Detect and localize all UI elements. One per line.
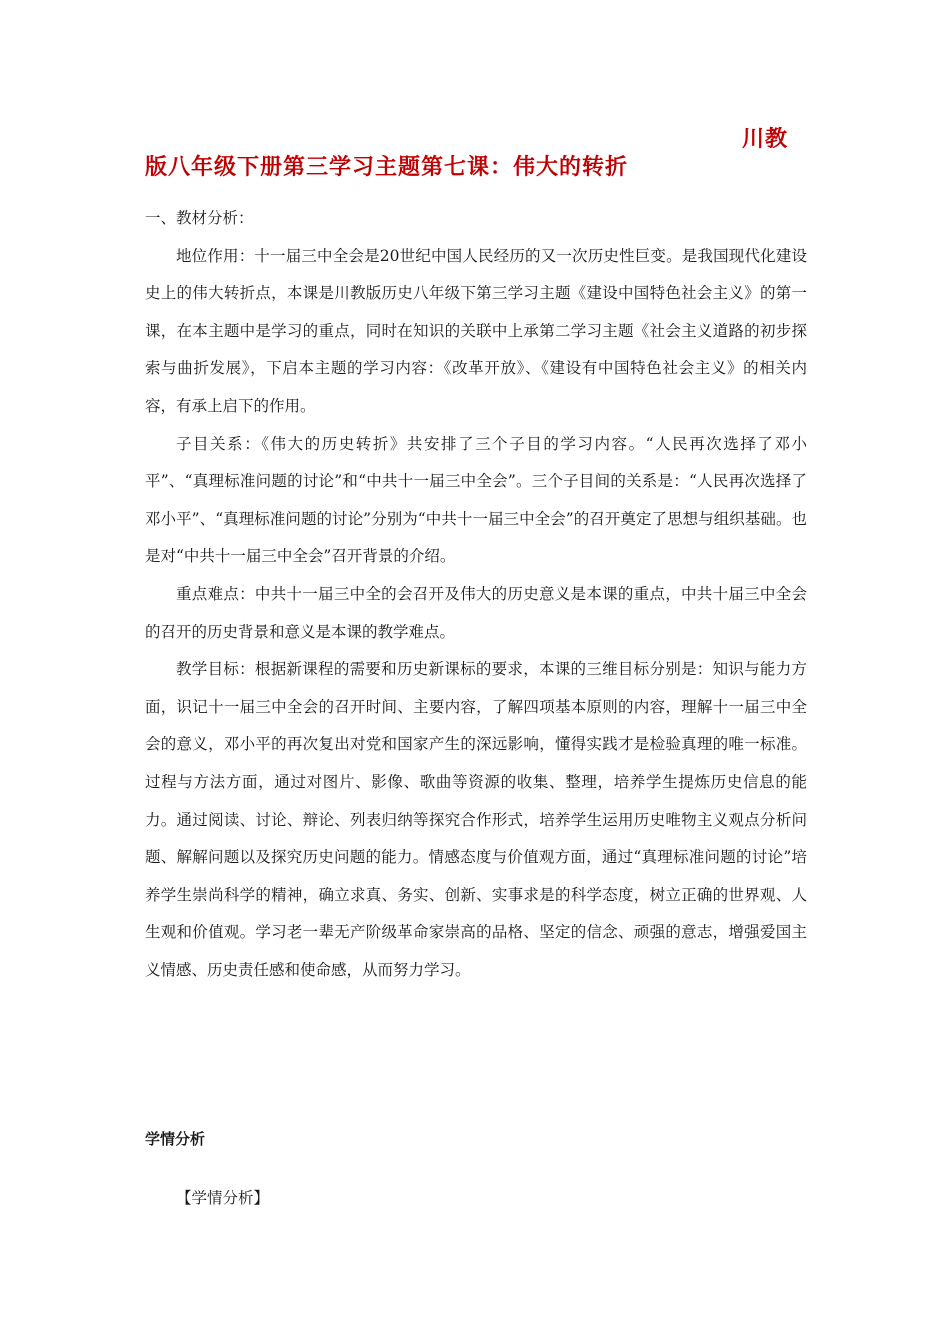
section-student-analysis-subheading: 【学情分析】	[176, 1189, 270, 1207]
section-heading: 一、教材分析：	[145, 209, 254, 227]
paragraph-subtopic-relation: 子目关系：《伟大的历史转折》共安排了三个子目的学习内容。“人民再次选择了邓小平”、“真理标准问题的讨论”和“中共十一届三中全会”。三个子目间的关系是：“人民再次选择了邓小平”、“真理标准问题的讨论”分别为“中共十一届三中全会”的召开奠定了思想与组织基础。也是对“中共十一届三中全会”召开背景的介绍。	[145, 434, 807, 566]
document-title-line1: 川教	[741, 127, 788, 152]
paragraph-teaching-goals: 教学目标：根据新课程的需要和历史新课标的要求，本课的三维目标分别是：知识与能力方面，识记十一届三中全会的召开时间、主要内容，了解四项基本原则的内容，理解十一届三中全会的意义，邓小平的再次复出对党和国家产生的深远影响，懂得实践才是检验真理的唯一标准。过程与方法方面，通过对图片、影像、歌曲等资源的收集、整理，培养学生提炼历史信息的能力。通过阅读、讨论、辩论、列表归纳等探究合作形式，培养学生运用历史唯物主义观点分析问题、解解问题以及探究历史问题的能力。情感态度与价值观方面，通过“真理标准问题的讨论”培养学生崇尚科学的精神，确立求真、务实、创新、实事求是的科学态度，树立正确的世界观、人生观和价值观。学习老一辈无产阶级革命家崇高的品格、坚定的信念、顽强的意志，增强爱国主义情感、历史责任感和使命感，从而努力学习。	[145, 660, 807, 979]
section-student-analysis-heading: 学情分析	[145, 1130, 206, 1148]
paragraph-position-role: 地位作用：十一届三中全会是20世纪中国人民经历的又一次历史性巨变。是我国现代化建设史上的伟大转折点，本课是川教版历史八年级下第三学习主题《建设中国特色社会主义》的第一课，在本主题中是学习的重点，同时在知识的关联中上承第二学习主题《社会主义道路的初步探索与曲折发展》，下启本主题的学习内容：《改革开放》、《建设有中国特色社会主义》的相关内容，有承上启下的作用。	[145, 246, 807, 415]
document-title-line2: 版八年级下册第三学习主题第七课：伟大的转折	[145, 155, 629, 180]
paragraph-key-difficult-points: 重点难点：中共十一届三中全的会召开及伟大的历史意义是本课的重点，中共十届三中全会的召开的历史背景和意义是本课的教学难点。	[145, 584, 807, 641]
section-textbook-analysis	[145, 200, 807, 989]
